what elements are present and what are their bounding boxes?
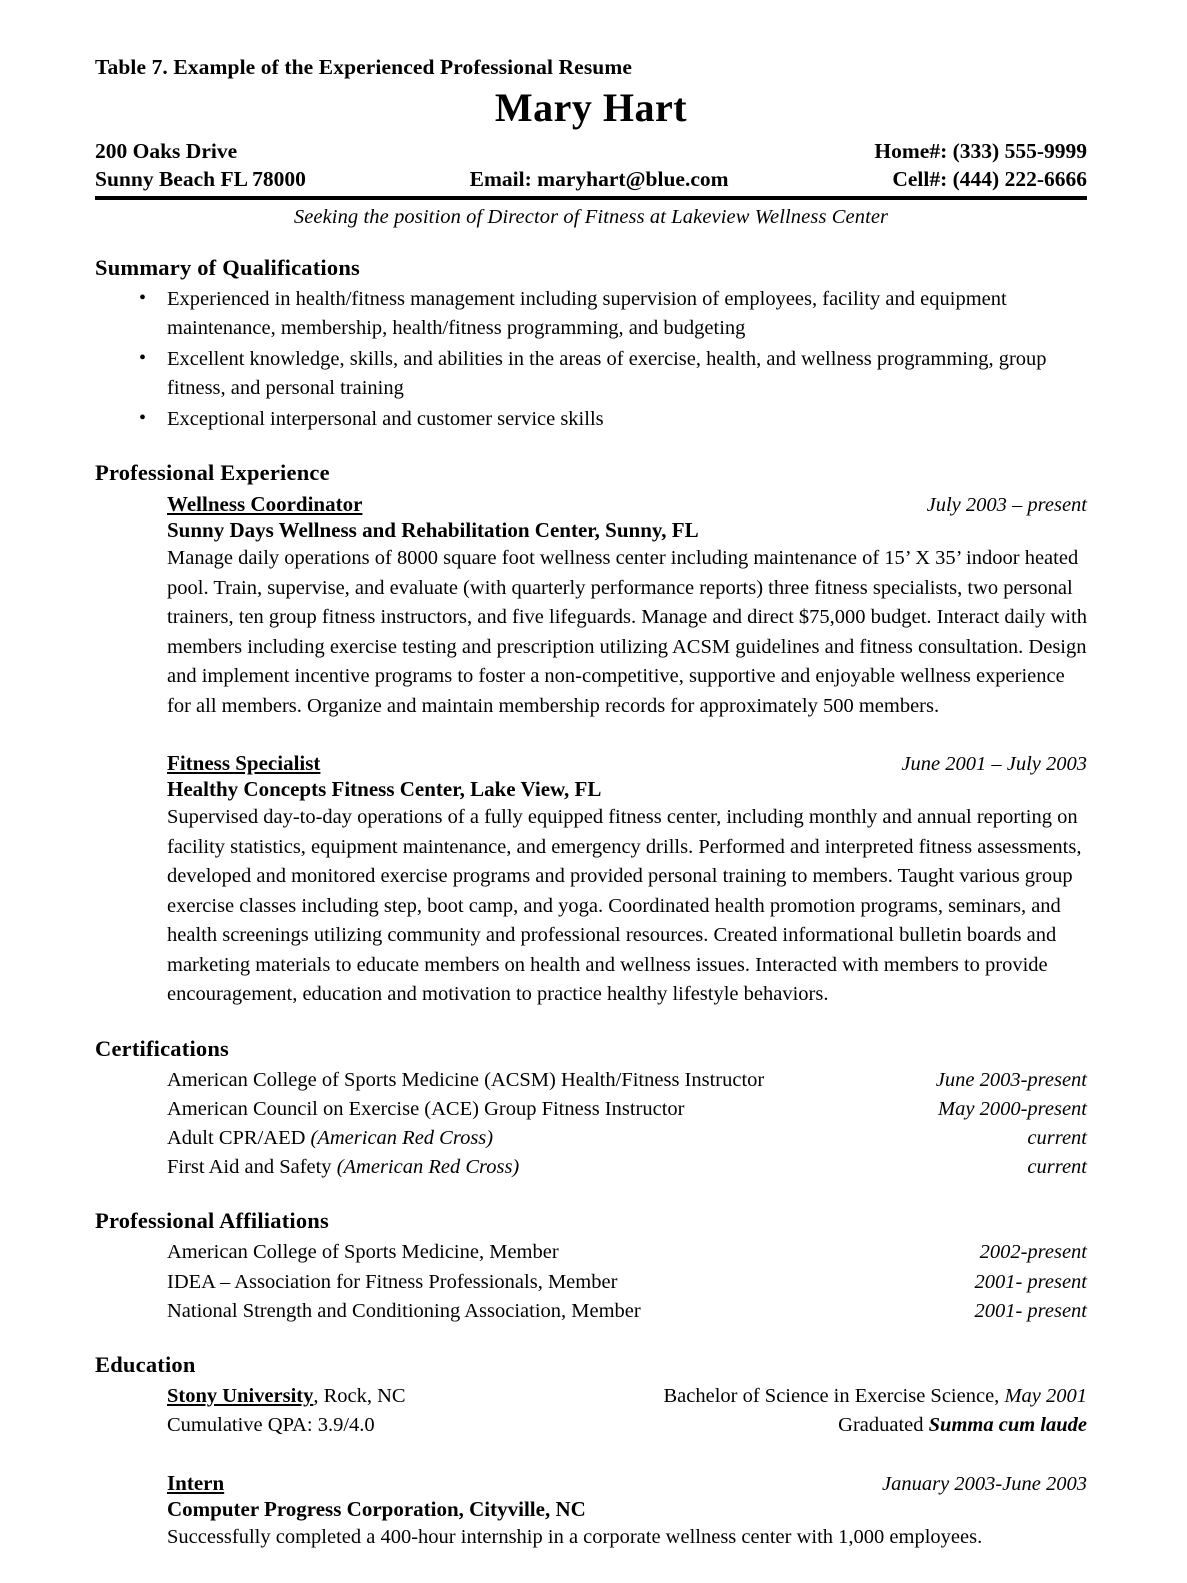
experience-entry (167, 751, 1087, 1010)
objective-statement: Seeking the position of Director of Fitness at Lakeview Wellness Center (293, 205, 889, 228)
contact-row-1 (95, 137, 1087, 165)
affiliation-row (167, 1268, 1087, 1297)
certification-name: First Aid and Safety (American Red Cross) (167, 1156, 520, 1179)
affiliation-date: 2002-present (979, 1241, 1087, 1264)
education-degree: Bachelor of Science in Exercise Science, May 2001 (663, 1384, 1087, 1407)
internship-title: Intern (167, 1471, 225, 1496)
certification-date: current (1027, 1127, 1087, 1150)
education-entry (167, 1382, 1087, 1441)
job-title: Wellness Coordinator (167, 492, 363, 517)
certification-row (167, 1066, 1087, 1095)
affiliation-name: American College of Sports Medicine, Member (167, 1241, 559, 1264)
education-school: Stony University, Rock, NC (167, 1384, 406, 1407)
internship-description: Successfully completed a 400-hour internship in a corporate wellness center with 1,000 employees. (167, 1526, 983, 1549)
experience-entry-header (167, 751, 1087, 776)
section-heading-experience: Professional Experience (95, 460, 330, 486)
job-dates: June 2001 – July 2003 (901, 753, 1087, 776)
internship-entry (167, 1471, 1087, 1553)
job-dates: July 2003 – present (926, 494, 1087, 517)
table-caption: Table 7. Example of the Experienced Professional Resume (95, 55, 633, 79)
address-line-1: 200 Oaks Drive (95, 139, 238, 163)
education-row (167, 1411, 1087, 1441)
affiliation-row (167, 1238, 1087, 1267)
job-employer: Healthy Concepts Fitness Center, Lake View, FL (167, 777, 602, 802)
experience-entry (167, 492, 1087, 721)
list-item: • Excellent knowledge, skills, and abilities in the areas of exercise, health, and wellness programming, group fitness, and personal training (135, 345, 1087, 403)
list-item: • Exceptional interpersonal and customer service skills (135, 405, 1087, 434)
section-heading-certifications: Certifications (95, 1036, 230, 1061)
certification-name: Adult CPR/AED (American Red Cross) (167, 1127, 494, 1150)
affiliation-row (167, 1297, 1087, 1326)
internship-dates: January 2003-June 2003 (882, 1473, 1087, 1496)
education-row (167, 1382, 1087, 1412)
job-description: Supervised day-to-day operations of a fully equipped fitness center, including monthly and annual reporting on facility statistics, equipment maintenance, and emergency drills. Performed and interpreted fitness assessments, developed and monitored exercise programs and provided personal training to members. Taught various group exercise classes including step, boot camp, and yoga. Coordinated health promotion programs, seminars, and health screenings utilizing community and professional resources. Created informational bulletin boards and marketing materials to educate members on health and wellness issues. Interacted with members to provide encouragement, education and motivation to practice healthy lifestyle behaviors. (167, 806, 1082, 1006)
affiliation-date: 2001- present (974, 1299, 1087, 1322)
certification-name: American College of Sports Medicine (ACSM) Health/Fitness Instructor (167, 1069, 765, 1091)
certification-date: May 2000-present (938, 1098, 1087, 1121)
contact-row-2 (95, 165, 1087, 193)
certification-date: June 2003-present (935, 1069, 1087, 1091)
job-title: Fitness Specialist (167, 751, 321, 776)
email-address[interactable]: Email: maryhart@blue.com (469, 167, 729, 192)
section-heading-summary: Summary of Qualifications (95, 254, 361, 280)
internship-header (167, 1471, 1087, 1496)
list-item: • Experienced in health/fitness management including supervision of employees, facility and equipment maintenance, membership, health/fitness programming, and budgeting (135, 285, 1087, 343)
address-line-2: Sunny Beach FL 78000 (95, 167, 306, 192)
contact-block (95, 137, 1087, 200)
summary-bullet-list (95, 285, 1087, 435)
certification-date: current (1027, 1156, 1087, 1179)
home-phone: Home#: (333) 555-9999 (874, 139, 1087, 163)
certification-row (167, 1153, 1087, 1182)
affiliation-name: National Strength and Conditioning Association, Member (167, 1299, 641, 1322)
job-description: Manage daily operations of 8000 square foot wellness center including maintenance of 15’ X 35’ indoor heated pool. Train, supervise, and evaluate (with quarterly performance reports) three fitness specialists, two personal trainers, ten group fitness instructors, and five lifeguards. Manage and direct $75,000 budget. Interact daily with members including exercise testing and prescription utilizing ACSM guidelines and fitness consultation. Design and implement incentive programs to foster a non-competitive, supportive and enjoyable wellness experience for all members. Organize and maintain membership records for approximately 500 members. (167, 547, 1087, 717)
affiliation-name: IDEA – Association for Fitness Professionals, Member (167, 1270, 618, 1293)
education-honors: Graduated Summa cum laude (838, 1414, 1087, 1437)
section-heading-affiliations: Professional Affiliations (95, 1208, 329, 1234)
education-qpa: Cumulative QPA: 3.9/4.0 (167, 1414, 375, 1437)
experience-entry-header (167, 492, 1087, 517)
certification-name: American Council on Exercise (ACE) Group Fitness Instructor (167, 1098, 685, 1121)
section-heading-education: Education (95, 1351, 196, 1377)
cell-phone: Cell#: (444) 222-6666 (892, 167, 1087, 192)
candidate-name: Mary Hart (494, 85, 688, 130)
job-employer: Sunny Days Wellness and Rehabilitation Center, Sunny, FL (167, 518, 699, 543)
affiliation-date: 2001- present (974, 1270, 1087, 1293)
certification-row (167, 1124, 1087, 1153)
internship-organization: Computer Progress Corporation, Cityville, NC (167, 1497, 586, 1522)
certification-row (167, 1095, 1087, 1124)
